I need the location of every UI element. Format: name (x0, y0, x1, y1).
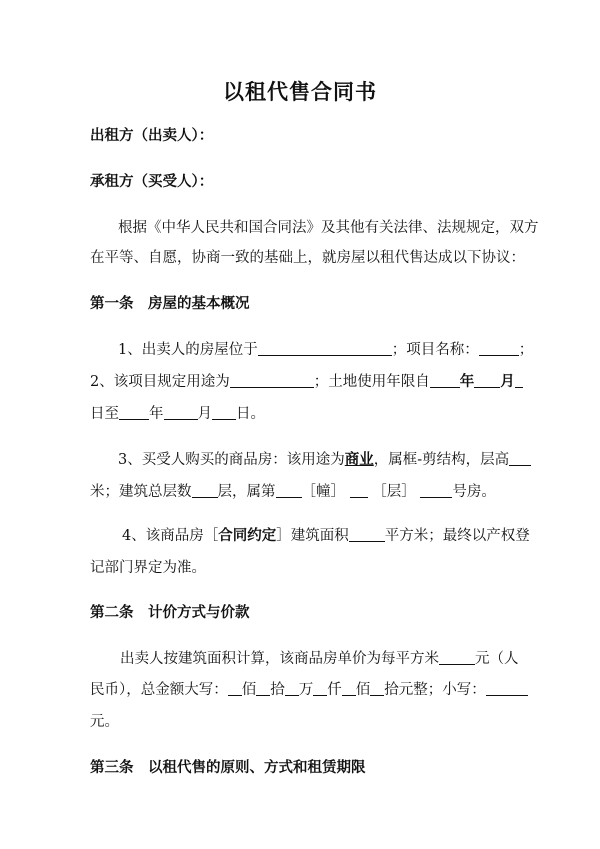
year-unit: 年 (459, 373, 475, 390)
bai2-blank[interactable] (342, 680, 356, 696)
item-2-cont-text-a: 日至 (90, 406, 119, 422)
usage-blank[interactable] (230, 372, 314, 388)
article-3-heading: 第三条 以租代售的原则、方式和租赁期限 (90, 759, 366, 776)
article-1-item-3-cont (90, 482, 496, 502)
qian-unit: 仟 (327, 682, 342, 698)
art2-l2-text-b: ；小写： (427, 682, 486, 698)
end-month-unit: 月 (197, 406, 212, 422)
item-4-text-b: ］建筑面积 (276, 528, 349, 544)
location-blank[interactable] (258, 340, 392, 356)
article-1-item-1 (118, 340, 533, 360)
article-2-line-1 (120, 649, 519, 669)
wan-blank[interactable] (285, 680, 299, 696)
article-2-line-3: 元。 (90, 714, 119, 730)
start-day-blank[interactable] (515, 372, 523, 388)
shi2-blank[interactable] (370, 680, 384, 696)
floor-unit: ［层］ (372, 484, 416, 500)
item-1-text-c: ； (518, 342, 534, 358)
item-4-text-c: 平方米；最终以产权登 (384, 528, 530, 544)
article-2-line-2 (90, 680, 528, 700)
shi-unit: 拾 (270, 682, 285, 698)
art2-l2-text-a: 民币），总金额大写： (90, 682, 228, 698)
item-3-cont-text-b: 层，属第 (217, 484, 276, 500)
end-year-unit: 年 (149, 406, 164, 422)
item-4-text-a: 4、该商品房［ (122, 528, 219, 544)
end-day-blank[interactable] (212, 404, 236, 420)
end-month-blank[interactable] (164, 404, 198, 420)
shi-blank[interactable] (256, 680, 270, 696)
start-month-blank[interactable] (474, 372, 500, 388)
article-1-item-3 (118, 450, 531, 470)
shi2-unit: 拾元整 (384, 682, 428, 698)
article-1-item-2-cont (90, 404, 265, 424)
bai-unit: 佰 (241, 682, 257, 698)
wan-unit: 万 (298, 682, 314, 698)
article-1-item-4 (122, 526, 530, 546)
article-2-heading: 第二条 计价方式与价款 (90, 604, 250, 621)
lessor-label: 出租方（出卖人）： (90, 127, 214, 144)
item-3-text-a: 3、买受人购买的商品房：该用途为 (118, 452, 345, 468)
item-2-text-b: ；土地使用年限自 (313, 374, 430, 390)
article-1-heading: 第一条 房屋的基本概况 (90, 295, 250, 312)
start-year-blank[interactable] (430, 372, 460, 388)
month-unit: 月 (500, 373, 515, 390)
usage-value: 商业 (344, 451, 374, 468)
room-unit: 号房。 (452, 484, 496, 500)
floor-no-blank[interactable] (350, 482, 368, 498)
contract-agreed: 合同约定 (218, 527, 277, 544)
area-blank[interactable] (349, 526, 385, 542)
article-1-item-2 (90, 372, 523, 392)
intro-line-2: 在平等、自愿，协商一致的基础上，就房屋以租代售达成以下协议： (90, 250, 525, 266)
room-no-blank[interactable] (420, 482, 452, 498)
art2-l1-text-a: 出卖人按建筑面积计算，该商品房单价为每平方米 (120, 651, 439, 667)
end-year-blank[interactable] (119, 404, 149, 420)
unit-price-blank[interactable] (439, 649, 475, 665)
item-3-text-b: ，属框-剪结构，层高 (373, 452, 510, 468)
item-1-text-b: ；项目名称： (391, 342, 479, 358)
project-name-blank[interactable] (479, 340, 519, 356)
item-3-cont-text-a: 米；建筑总层数 (90, 484, 192, 500)
article-1-item-4-cont: 记部门界定为准。 (90, 560, 206, 576)
bai2-unit: 佰 (355, 682, 371, 698)
total-floors-blank[interactable] (192, 482, 218, 498)
art2-l1-text-b: 元（人 (475, 651, 519, 667)
building-no-blank[interactable] (276, 482, 302, 498)
bai-blank[interactable] (228, 680, 242, 696)
building-unit: ［幢］ (301, 484, 345, 500)
amount-figure-blank[interactable] (486, 680, 528, 696)
qian-blank[interactable] (313, 680, 327, 696)
intro-line-1: 根据《中华人民共和国合同法》及其他有关法律、法规规定，双方 (118, 220, 539, 236)
end-day-unit: 日。 (236, 406, 265, 422)
floor-height-blank[interactable] (509, 450, 531, 466)
item-1-text-a: 1、出卖人的房屋位于 (118, 342, 258, 358)
lessee-label: 承租方（买受人）： (90, 173, 214, 190)
item-2-text-a: 2、该项目规定用途为 (90, 374, 230, 390)
document-title: 以租代售合同书 (223, 79, 377, 104)
